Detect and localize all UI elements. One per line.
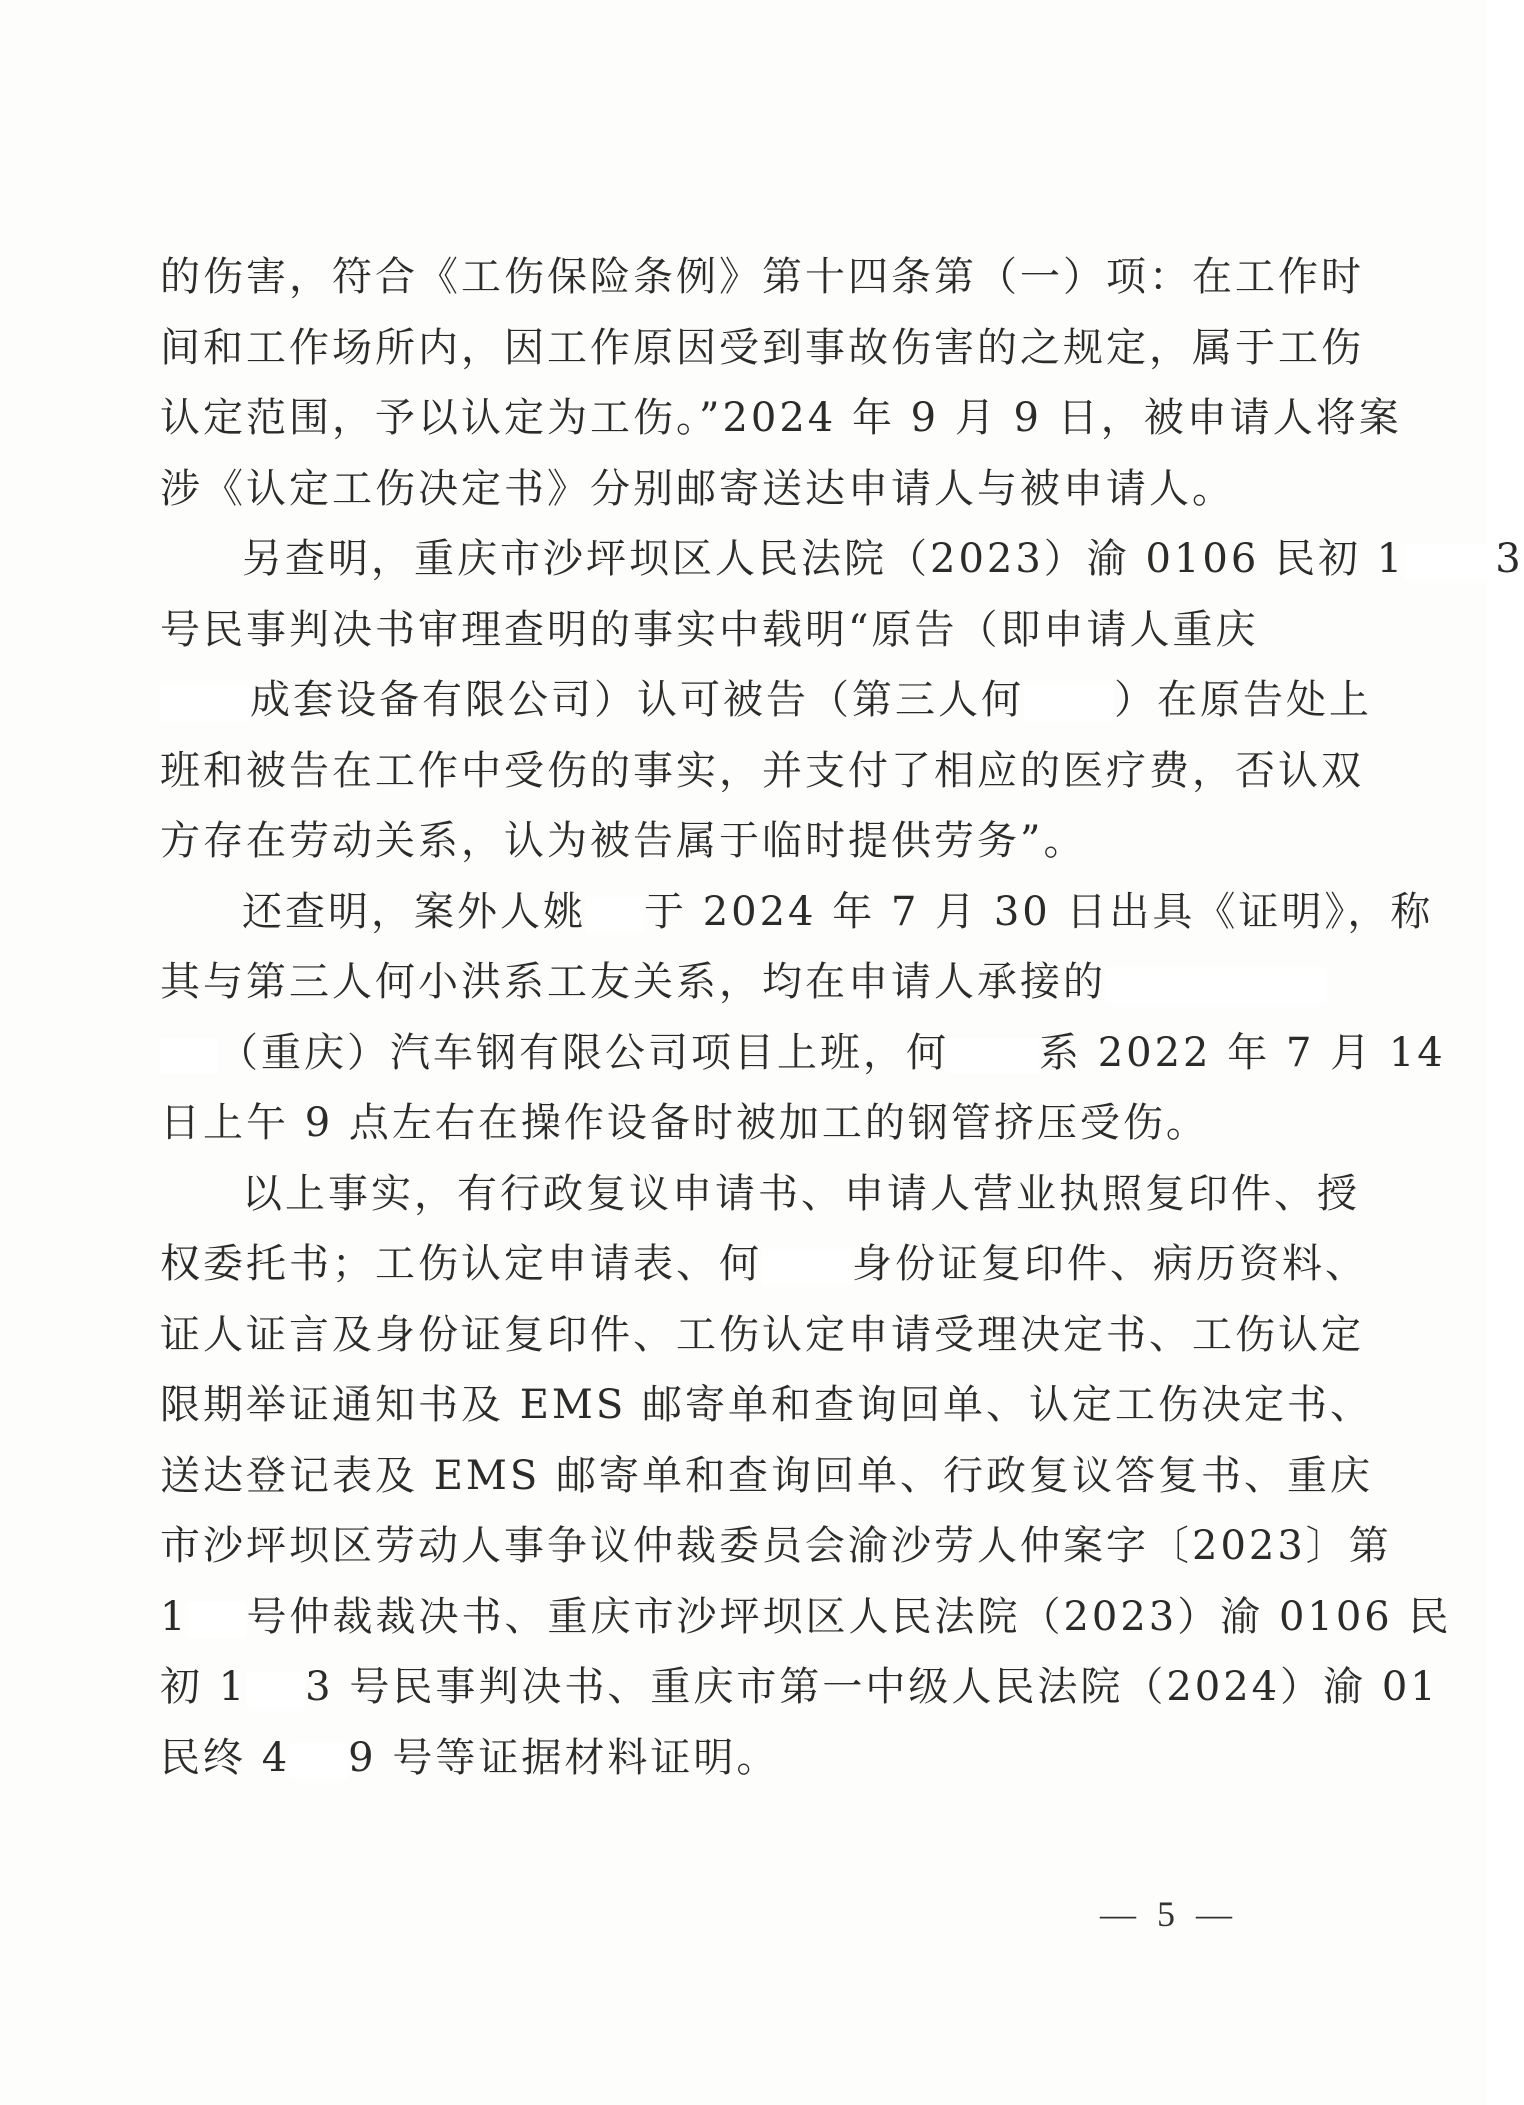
text-fragment: 民终 4 [160,1734,291,1781]
text-line: 市沙坪坝区劳动人事争议仲裁委员会渝沙劳人仲案字〔2023〕第 [160,1523,1392,1569]
text-fragment: （重庆）汽车钢有限公司项目上班，何 [218,1029,949,1076]
text-fragment: 成套设备有限公司）认可被告（第三人何 [250,677,1024,723]
redaction-block [1106,967,1326,1003]
document-body [160,242,1524,1793]
text-line: 的伤害，符合《工伤保险条例》第十四条第（一）项：在工作时 [160,254,1364,300]
text-line: 方存在劳动关系，认为被告属于临时提供劳务”。 [160,818,1087,864]
text-line [160,1018,1446,1089]
redaction-block [188,1602,246,1638]
text-line [160,1652,1439,1723]
text-line [160,1582,1452,1653]
text-line [160,877,1434,948]
text-fragment: 号仲裁裁决书、重庆市沙坪坝区人民法院（2023）渝 0106 民 [246,1593,1452,1640]
text-fragment: 3 号民事判决书、重庆市第一中级人民法院（2024）渝 01 [305,1664,1439,1710]
text-line: 证人证言及身份证复印件、工伤认定申请受理决定书、工伤认定 [160,1311,1364,1358]
text-line: 送达登记表及 EMS 邮寄单和查询回单、行政复议答复书、重庆 [160,1452,1373,1499]
text-line: 以上事实，有行政复议申请书、申请人营业执照复印件、授 [242,1170,1360,1217]
text-line: 间和工作场所内，因工作原因受到事故伤害的之规定，属于工伤 [160,324,1364,371]
redaction-block [247,1672,305,1708]
text-fragment: 其与第三人何小洪系工友关系，均在申请人承接的 [160,959,1106,1005]
text-fragment: 身份证复印件、病历资料、 [852,1241,1368,1287]
redaction-block [949,1038,1039,1074]
text-fragment: 9 号等证据材料证明。 [348,1734,780,1781]
text-fragment: 1 [160,1593,189,1640]
redaction-block [586,897,644,933]
redaction-block [762,1249,852,1285]
text-line: 班和被告在工作中受伤的事实，并支付了相应的医疗费，否认双 [160,747,1364,794]
redaction-block [290,1743,348,1779]
redaction-block [1405,544,1495,580]
text-fragment: 系 2022 年 7 月 14 [1039,1029,1446,1076]
text-line: 号民事判决书审理查明的事实中载明“原告（即申请人重庆 [160,606,1259,653]
text-line [160,1229,1368,1300]
text-line [160,665,1372,736]
text-line: 涉《认定工伤决定书》分别邮寄送达申请人与被申请人。 [160,465,1235,512]
text-line: 认定范围，予以认定为工伤。”2024 年 9 月 9 日，被申请人将案 [160,395,1402,441]
text-fragment: 3 [1495,536,1524,582]
text-fragment: ）在原告处上 [1114,677,1372,723]
redaction-block [160,1038,218,1074]
text-line: 限期举证通知书及 EMS 邮寄单和查询回单、认定工伤决定书、 [160,1382,1373,1428]
redaction-block [1024,685,1114,721]
text-fragment: 权委托书；工伤认定申请表、何 [160,1241,762,1287]
redaction-block [160,685,250,721]
text-line [160,947,1290,1018]
text-fragment: 还查明，案外人姚 [242,888,586,935]
text-line [160,1723,1290,1794]
text-fragment: 于 2024 年 7 月 30 日出具《证明》，称 [644,888,1434,935]
text-fragment: 另查明，重庆市沙坪坝区人民法院（2023）渝 0106 民初 1 [242,536,1406,582]
text-line [160,524,1524,595]
text-fragment: 初 1 [160,1664,248,1710]
text-line: 日上午 9 点左右在操作设备时被加工的钢管挤压受伤。 [160,1100,1209,1146]
page-number: — 5 — [1100,1894,1238,1934]
